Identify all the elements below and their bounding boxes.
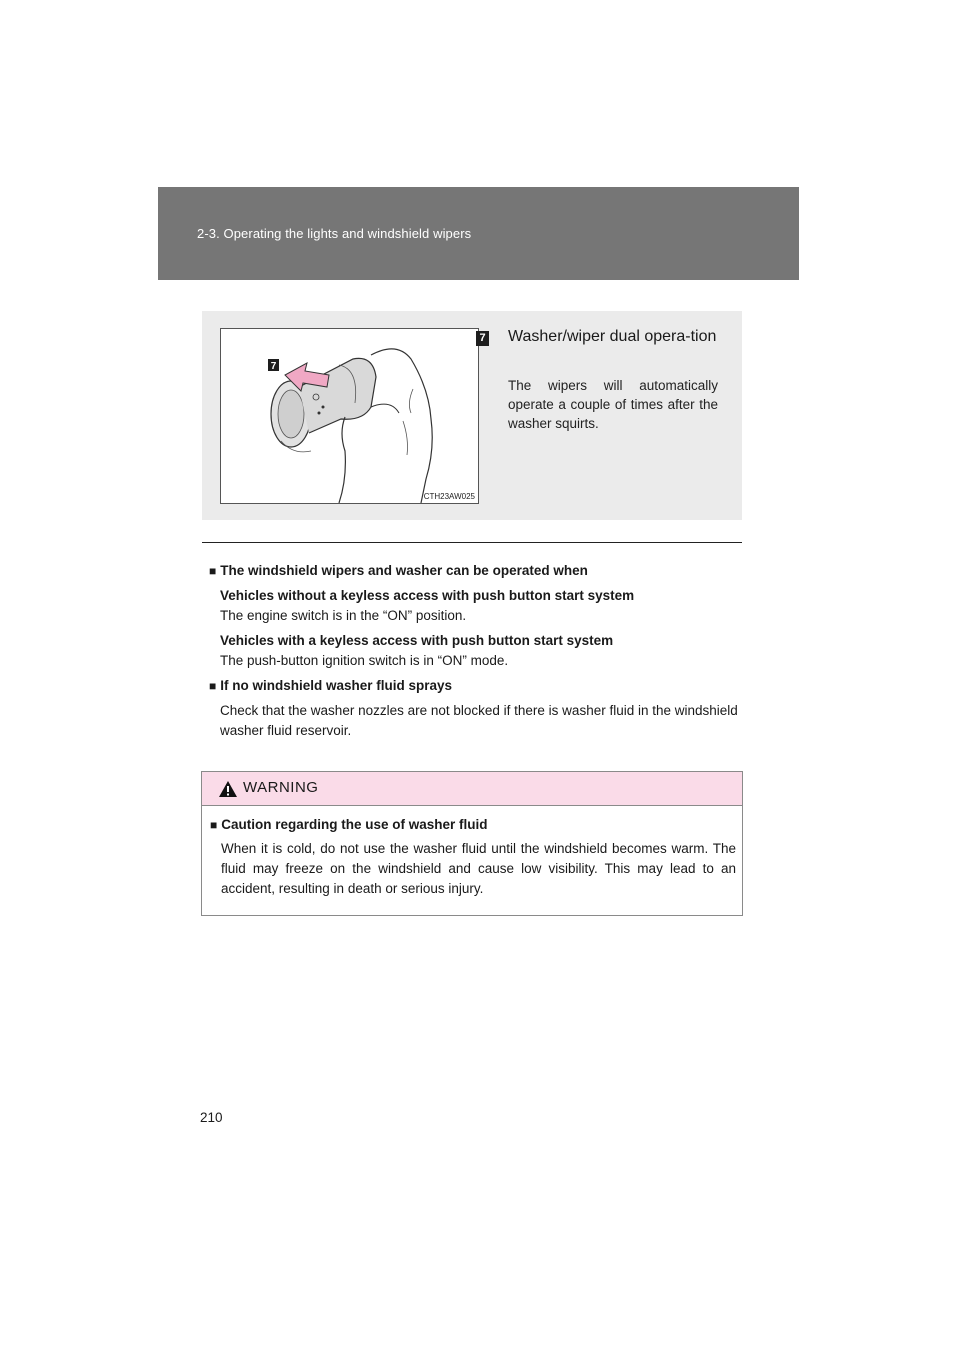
hand-lever-drawing [221, 329, 478, 503]
warning-text: When it is cold, do not use the washer fluid until the windshield becomes warm. The fluid may freeze on the windshield and cause low visibility. This may lead to an accident, resulting in death or serious injury. [221, 841, 736, 896]
warning-label: WARNING [243, 779, 319, 796]
warning-body [202, 806, 742, 899]
step-description: The wipers will automatically operate a couple of times after the washer squirts. [508, 378, 718, 431]
warning-heading [210, 815, 736, 835]
note-text: The engine switch is in the “ON” position. [220, 608, 467, 623]
callout-number: 7 [270, 361, 277, 372]
notes-section [209, 561, 739, 741]
note-subheading: Vehicles with a keyless access with push button start system [220, 633, 614, 648]
warning-header [202, 772, 742, 806]
note-heading-text: If no windshield washer fluid sprays [220, 678, 453, 693]
section-divider [202, 542, 742, 543]
square-bullet-icon: ■ [209, 679, 217, 693]
note-heading [209, 561, 739, 581]
step-title: Washer/wiper dual opera-tion [508, 328, 717, 345]
note-text: The push-button ignition switch is in “ON” mode. [220, 653, 509, 668]
wiper-lever-illustration [220, 328, 479, 504]
warning-box [201, 771, 743, 916]
step-number-badge: 7 [476, 331, 489, 346]
figure-code: CTH23AW025 [423, 492, 475, 501]
note-text: Check that the washer nozzles are not blocked if there is washer fluid in the windshield washer fluid reservoir. [220, 703, 738, 738]
square-bullet-icon: ■ [210, 818, 218, 832]
section-title: 2-3. Operating the lights and windshield wipers [197, 226, 472, 241]
square-bullet-icon: ■ [209, 564, 217, 578]
note-subheading: Vehicles without a keyless access with push button start system [220, 588, 635, 603]
warning-heading-text: Caution regarding the use of washer fluid [221, 817, 488, 832]
note-heading-text: The windshield wipers and washer can be operated when [220, 563, 588, 578]
warning-triangle-icon [218, 780, 238, 798]
page-number: 210 [200, 1110, 223, 1125]
note-heading [209, 676, 739, 696]
